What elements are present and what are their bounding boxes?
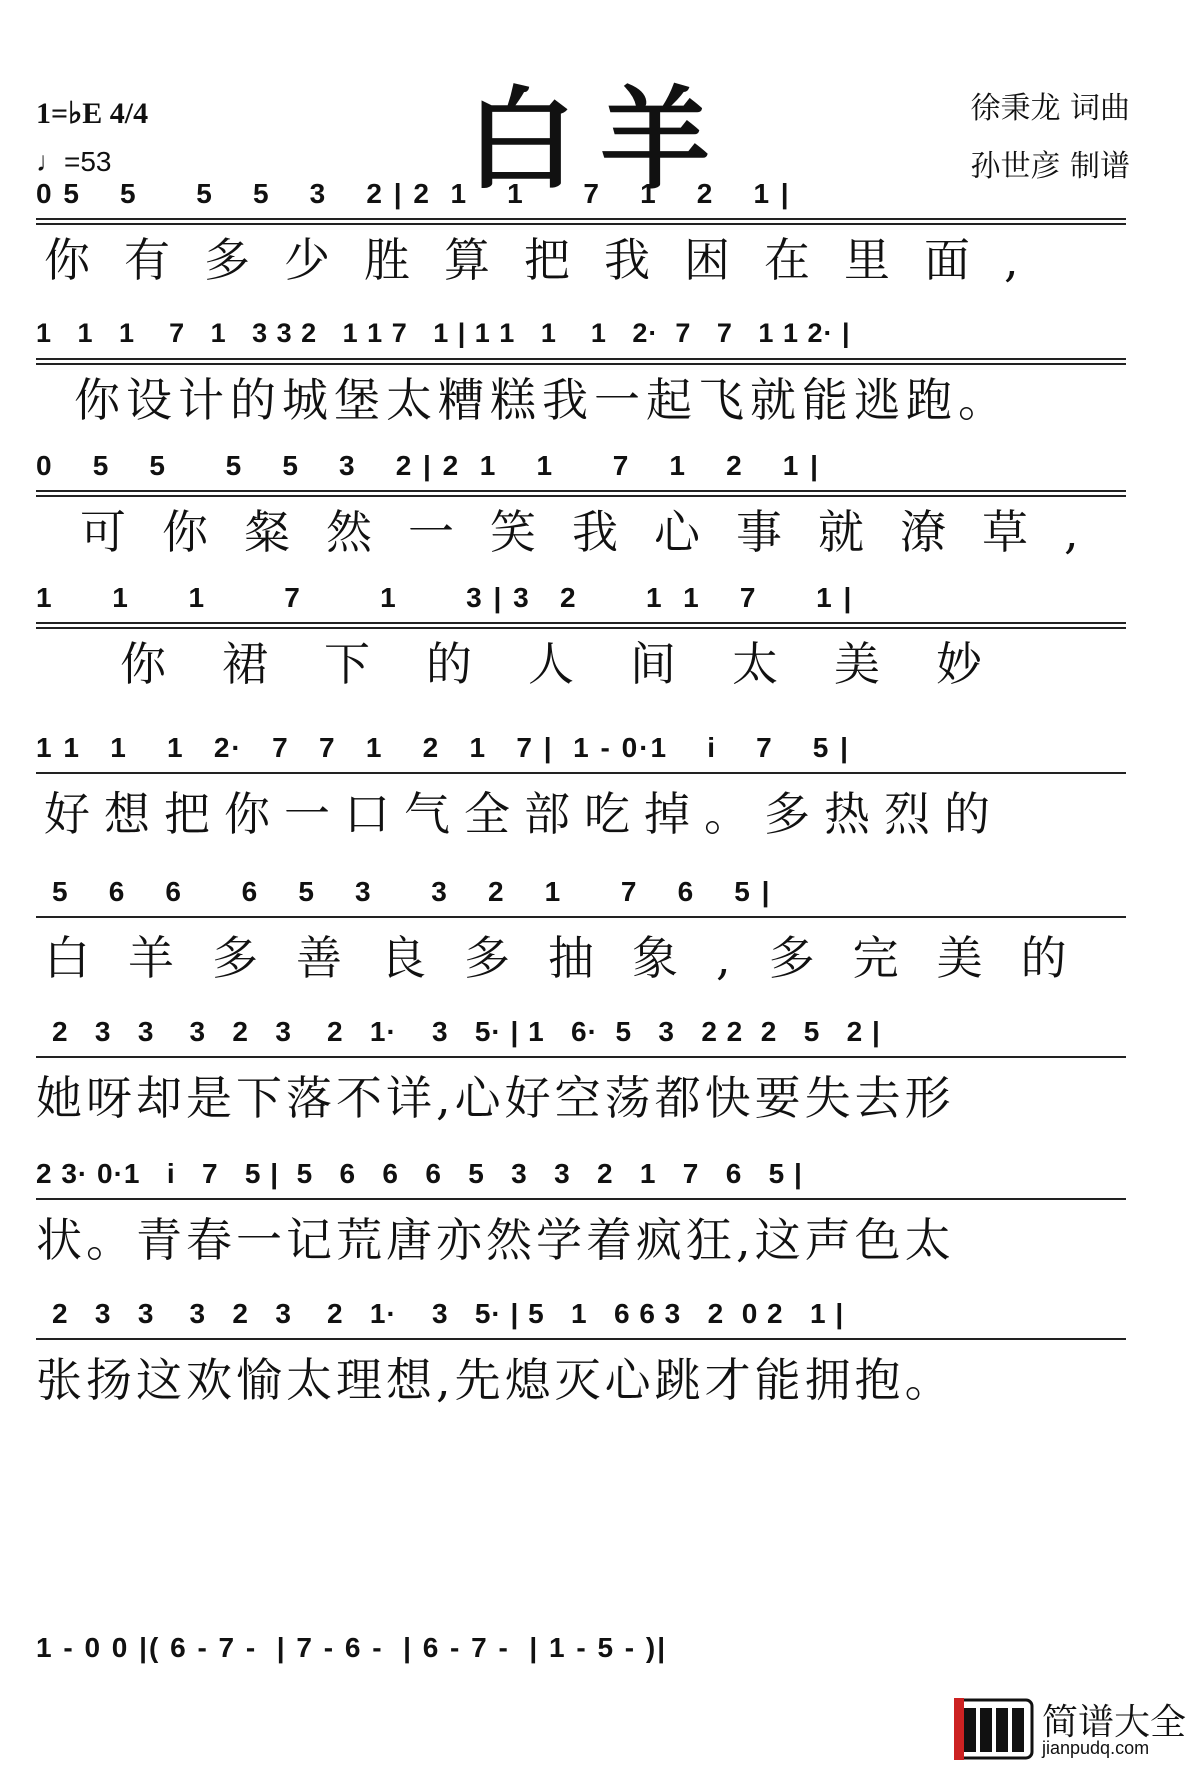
lyric-line: 张扬这欢愉太理想,先熄灭心跳才能拥抱。	[36, 1353, 955, 1407]
notes-line: 1 1 1 7 1 3 | 3 2 1 1 7 1 |	[36, 582, 854, 613]
watermark-url: jianpudq.com	[1042, 1738, 1150, 1758]
lyric-line: 你有多少胜算把我困在里面,	[44, 233, 1053, 287]
key-signature: 1=♭E 4/4	[36, 97, 149, 130]
ending-notes: 1 - 0 0 |( 6 - 7 - | 7 - 6 - | 6 - 7 - | 1 - 5 - )|	[36, 1632, 668, 1663]
notes-line: 2 3· 0·1 i 7 5 | 5 6 6 6 5 3 3 2 1 7 6 5 |	[36, 1158, 803, 1189]
underline	[36, 622, 1126, 624]
underline	[36, 218, 1126, 220]
notes-line: 1 1 1 7 1 3 3 2 1 1 7 1 | 1 1 1 1 2· 7 7 1 1 2· |	[36, 318, 851, 348]
underline	[36, 490, 1126, 492]
lyric-line: 白羊多善良多抽象,多完美的	[44, 931, 1105, 985]
lyric-line: 你裙下的人间太美妙	[120, 637, 1038, 691]
notes-line: 2 3 3 3 2 3 2 1· 3 5· | 1 6· 5 3 2 2 2 5 2 |	[52, 1016, 881, 1047]
lyric-line: 好想把你一口气全部吃掉。多热烈的	[44, 787, 1004, 841]
underline	[36, 1198, 1126, 1200]
underline	[36, 1338, 1126, 1340]
underline	[36, 358, 1126, 360]
lyric-line: 可你粲然一笑我心事就潦草,	[80, 505, 1115, 559]
transcriber: 孙世彦 制谱	[970, 149, 1130, 184]
lyric-line: 你设计的城堡太糟糕我一起飞就能逃跑。	[74, 373, 1010, 427]
piano-icon	[954, 1698, 1034, 1760]
notes-line: 2 3 3 3 2 3 2 1· 3 5· | 5 1 6 6 3 2 0 2 1 |	[52, 1298, 845, 1329]
lyric-line: 她呀却是下落不详,心好空荡都快要失去形	[36, 1071, 955, 1125]
notes-line: 5 6 6 6 5 3 3 2 1 7 6 5 |	[52, 876, 772, 907]
underline	[36, 772, 1126, 774]
underline	[36, 916, 1126, 918]
lyricist-composer: 徐秉龙 词曲	[970, 91, 1130, 126]
underline	[36, 1056, 1126, 1058]
page-title: 白羊	[466, 75, 734, 204]
tempo-marking: ♩=53	[36, 146, 112, 177]
watermark-name: 简谱大全	[1042, 1702, 1187, 1743]
notes-line: 1 1 1 1 2· 7 7 1 2 1 7 | 1 - 0·1 i 7 5 |	[36, 732, 850, 763]
watermark-logo	[946, 1692, 1186, 1766]
notes-line: 0 5 5 5 5 3 2 | 2 1 1 7 1 2 1 |	[36, 450, 820, 481]
notes-line: 0 5 5 5 5 3 2 | 2 1 1 7 1 2 1 |	[36, 178, 791, 209]
lyric-line: 状。青春一记荒唐亦然学着疯狂,这声色太	[36, 1213, 955, 1267]
